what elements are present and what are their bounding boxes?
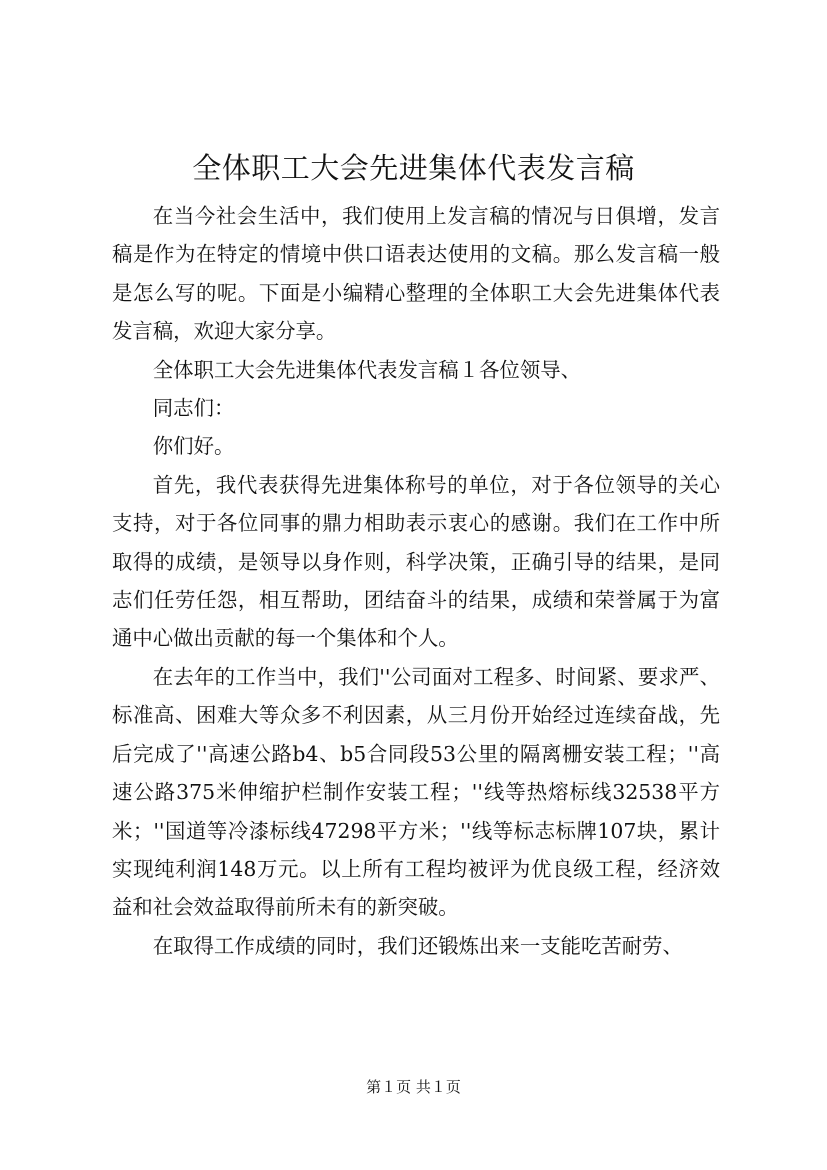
paragraph-salutation: 同志们： [152,396,235,421]
paragraph-achievements: 在去年的工作当中，我们''公司面对工程多、时间紧、要求严、标准高、困难大等众多不利因素，从三月份开始经过连续奋战，先后完成了''高速公路b4、b5合同段53公里的隔离栅安装工程；''高速公路375米伸缩护栏制作安装工程；''线等热熔标线32538平方米；''国道等冷漆标线47298平方米；''线等标志标牌107块，累计实现纯利润148万元。以上所有工程均被评为优良级工程，经济效益和社会效益取得前所未有的新突破。 [112,664,720,920]
paragraph-speech-heading: 全体职工大会先进集体代表发言稿１各位领导、 [152,357,581,382]
document-body [112,197,720,965]
paragraph-greeting: 你们好。 [152,434,235,459]
paragraph-thanks: 首先，我代表获得先进集体称号的单位，对于各位领导的关心支持，对于各位同事的鼎力相助表示衷心的感谢。我们在工作中所取得的成绩，是领导以身作则，科学决策，正确引导的结果，是同志们任劳任怨，相互帮助，团结奋斗的结果，成绩和荣誉属于为富通中心做出贡献的每一个集体和个人。 [112,472,720,651]
page-footer: 第１页 共１页 [366,1078,461,1096]
paragraph-team: 在取得工作成绩的同时，我们还锻炼出来一支能吃苦耐劳、 [152,933,683,958]
paragraph-intro: 在当今社会生活中，我们使用上发言稿的情况与日俱增，发言稿是作为在特定的情境中供口语表达使用的文稿。那么发言稿一般是怎么写的呢。下面是小编精心整理的全体职工大会先进集体代表发言稿，欢迎大家分享。 [112,204,720,344]
document-title: 全体职工大会先进集体代表发言稿 [192,151,635,185]
